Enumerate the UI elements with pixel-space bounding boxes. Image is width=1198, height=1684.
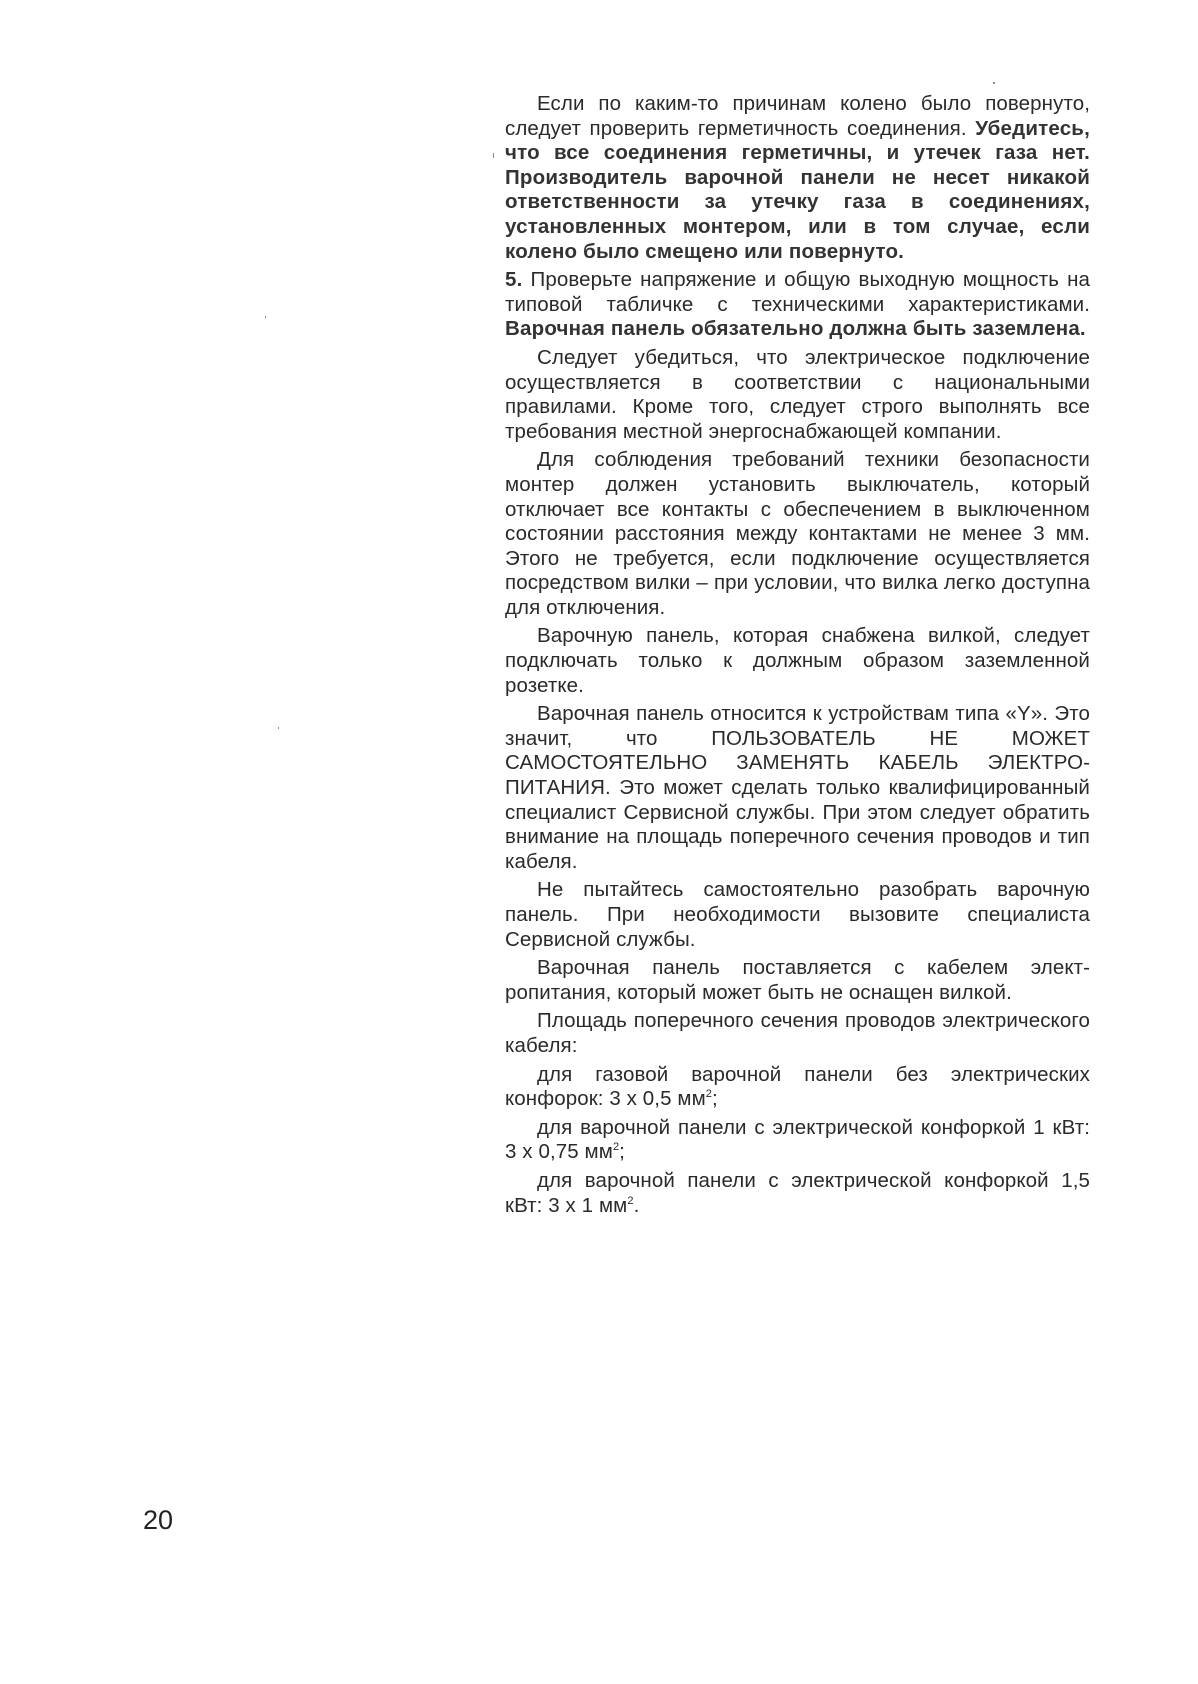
page-number: 20	[143, 1505, 174, 1535]
step-number: 5.	[505, 268, 523, 292]
scan-speck	[278, 727, 279, 729]
scan-speck	[265, 316, 266, 318]
paragraph-6: Варочная панель относится к устройствам типа «Y». Это значит, что ПОЛЬЗОВАТЕЛЬ НЕ МОЖЕТ САМОСТОЯТЕЛЬНО ЗАМЕНЯТЬ КАБЕЛЬ ЭЛЕКТРОПИТАНИЯ. Это может сделать только квалифицированный специалист Сервисной службы. При этом следует обратить внимание на площадь поперечного сечения проводов и тип кабеля.	[505, 702, 1090, 873]
paragraph-12: для варочной панели с электрической конфоркой 1,5 кВт: 3 x 1 $мм^2$.	[505, 1168, 1090, 1217]
paragraph-11: для варочной панели с электрической конфоркой 1 кВт: 3 x 0,75 $мм^2$;	[505, 1115, 1090, 1164]
paragraph-7: Не пытайтесь самостоятельно разобрать варочную панель. При необходимости вызовите специалиста Сервисной службы.	[505, 878, 1090, 951]
bold-grounding-note: Варочная панель обязательно должна быть заземлена.	[505, 317, 1086, 341]
paragraph-5: Варочную панель, которая снабжена вилкой, следует подключать только к должным образом заземленной розетке.	[505, 624, 1090, 697]
text-column	[505, 92, 1090, 1222]
paragraph-1: Если по каким-то причинам колено было повернуто, следует проверить герметичность соединения. Убедитесь, что все соединения герметичны, и утечек газа нет. Производитель варочной панели не несет никакой ответственности за утечку газа в соединениях, установленных монтером, или в том случае, если колено было смещено или повернуто.	[505, 92, 1090, 263]
scan-speck	[493, 153, 494, 158]
paragraph-3: Следует убедиться, что электрическое подключение осуществляется в соответствии с национальными правилами. Кроме того, следует строго выполнять все требования местной энергоснабжающей компании.	[505, 345, 1090, 443]
scan-speck	[993, 82, 995, 84]
paragraph-8: Варочная панель поставляется с кабелем электропитания, который может быть не оснащен вилкой.	[505, 956, 1090, 1004]
paragraph-10: для газовой варочной панели без электрических конфорок: 3 x 0,5 $мм^2$;	[505, 1062, 1090, 1111]
paragraph-9: Площадь поперечного сечения проводов электрического кабеля:	[505, 1009, 1090, 1057]
bold-warning: Убедитесь, что все соединения герметичны, и утечек газа нет. Производитель варочной панели не несет никакой ответственности за утечку газа в соединениях, установленных монтером, или в том случае, если колено было смещено или повернуто.	[505, 116, 1090, 263]
paragraph-4: Для соблюдения требований техники безопасности монтер должен установить выключатель, который отключает все контакты с обеспечением в выключенном состоянии расстояния между контактами не менее 3 мм. Этого не требуется, если подключение осуществляется посредством вилки – при условии, что вилка легко доступна для отключения.	[505, 448, 1090, 619]
paragraph-2: 5. Проверьте напряжение и общую выходную мощность на типовой табличке с техническими характеристиками. Варочная панель обязательно должна быть заземлена.	[505, 268, 1090, 341]
